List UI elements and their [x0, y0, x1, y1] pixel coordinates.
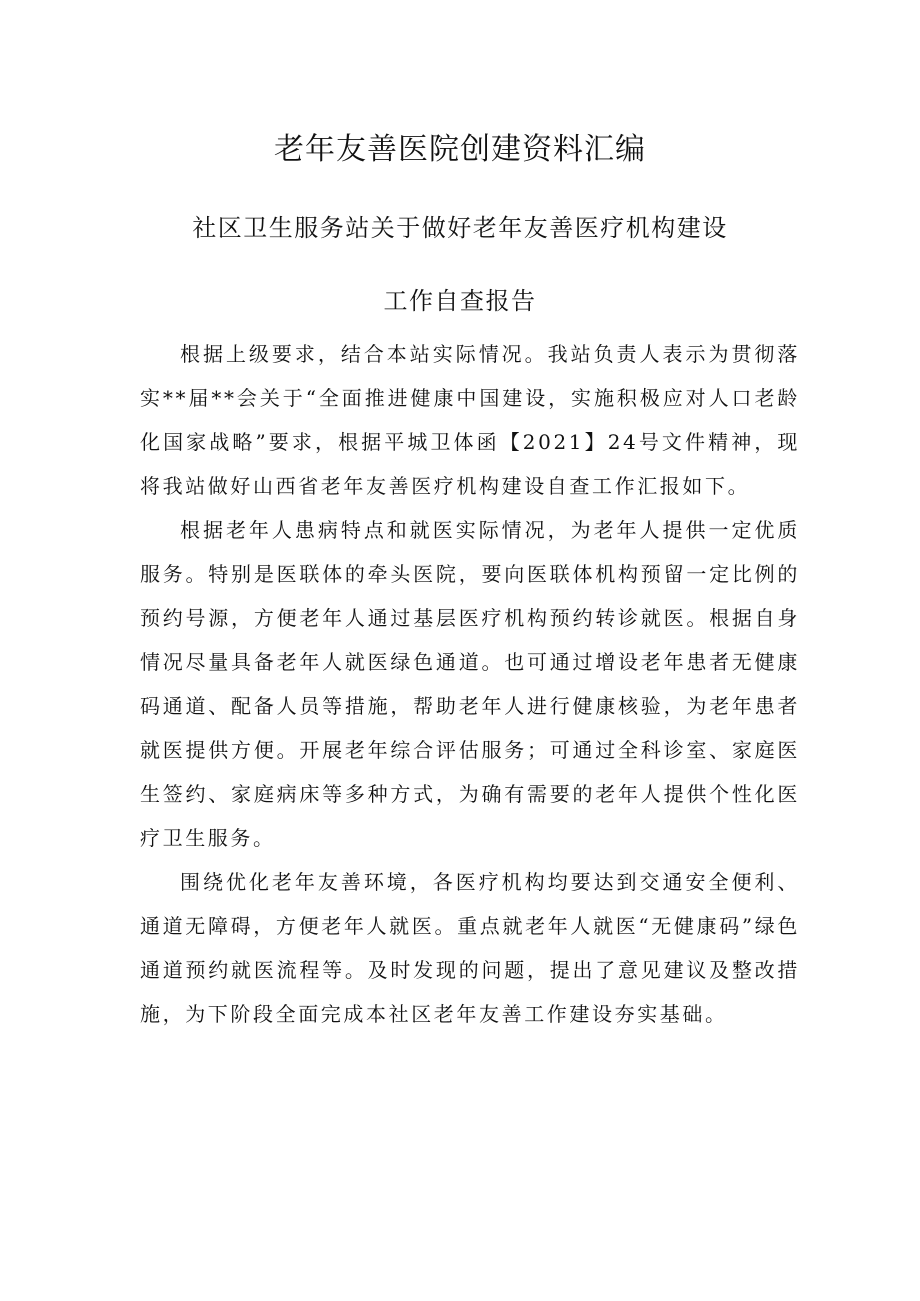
document-title: 老年友善医院创建资料汇编	[274, 132, 646, 167]
document-body	[140, 332, 800, 1036]
body-paragraph-3: 围绕优化老年友善环境，各医疗机构均要达到交通安全便利、通道无障碍，方便老年人就医。重点就老年人就医“无健康码”绿色通道预约就医流程等。及时发现的问题，提出了意见建议及整改措施，为下阶段全面完成本社区老年友善工作建设夯实基础。	[140, 870, 800, 1026]
body-paragraph-2: 根据老年人患病特点和就医实际情况，为老年人提供一定优质服务。特别是医联体的牵头医院，要向医联体机构预留一定比例的预约号源，方便老年人通过基层医疗机构预约转诊就医。根据自身情况尽量具备老年人就医绿色通道。也可通过增设老年患者无健康码通道、配备人员等措施，帮助老年人进行健康核验，为老年患者就医提供方便。开展老年综合评估服务；可通过全科诊室、家庭医生签约、家庭病床等多种方式，为确有需要的老年人提供个性化医疗卫生服务。	[140, 518, 800, 850]
document-subtitle-line-1: 社区卫生服务站关于做好老年友善医疗机构建设	[192, 214, 728, 242]
body-paragraph-1: 根据上级要求，结合本站实际情况。我站负责人表示为贯彻落实**届**会关于“全面推进健康中国建设，实施积极应对人口老龄化国家战略”要求，根据平城卫体函【2021】24号文件精神，现将我站做好山西省老年友善医疗机构建设自查工作汇报如下。	[140, 342, 800, 498]
document-subtitle-line-2: 工作自查报告	[383, 287, 537, 315]
